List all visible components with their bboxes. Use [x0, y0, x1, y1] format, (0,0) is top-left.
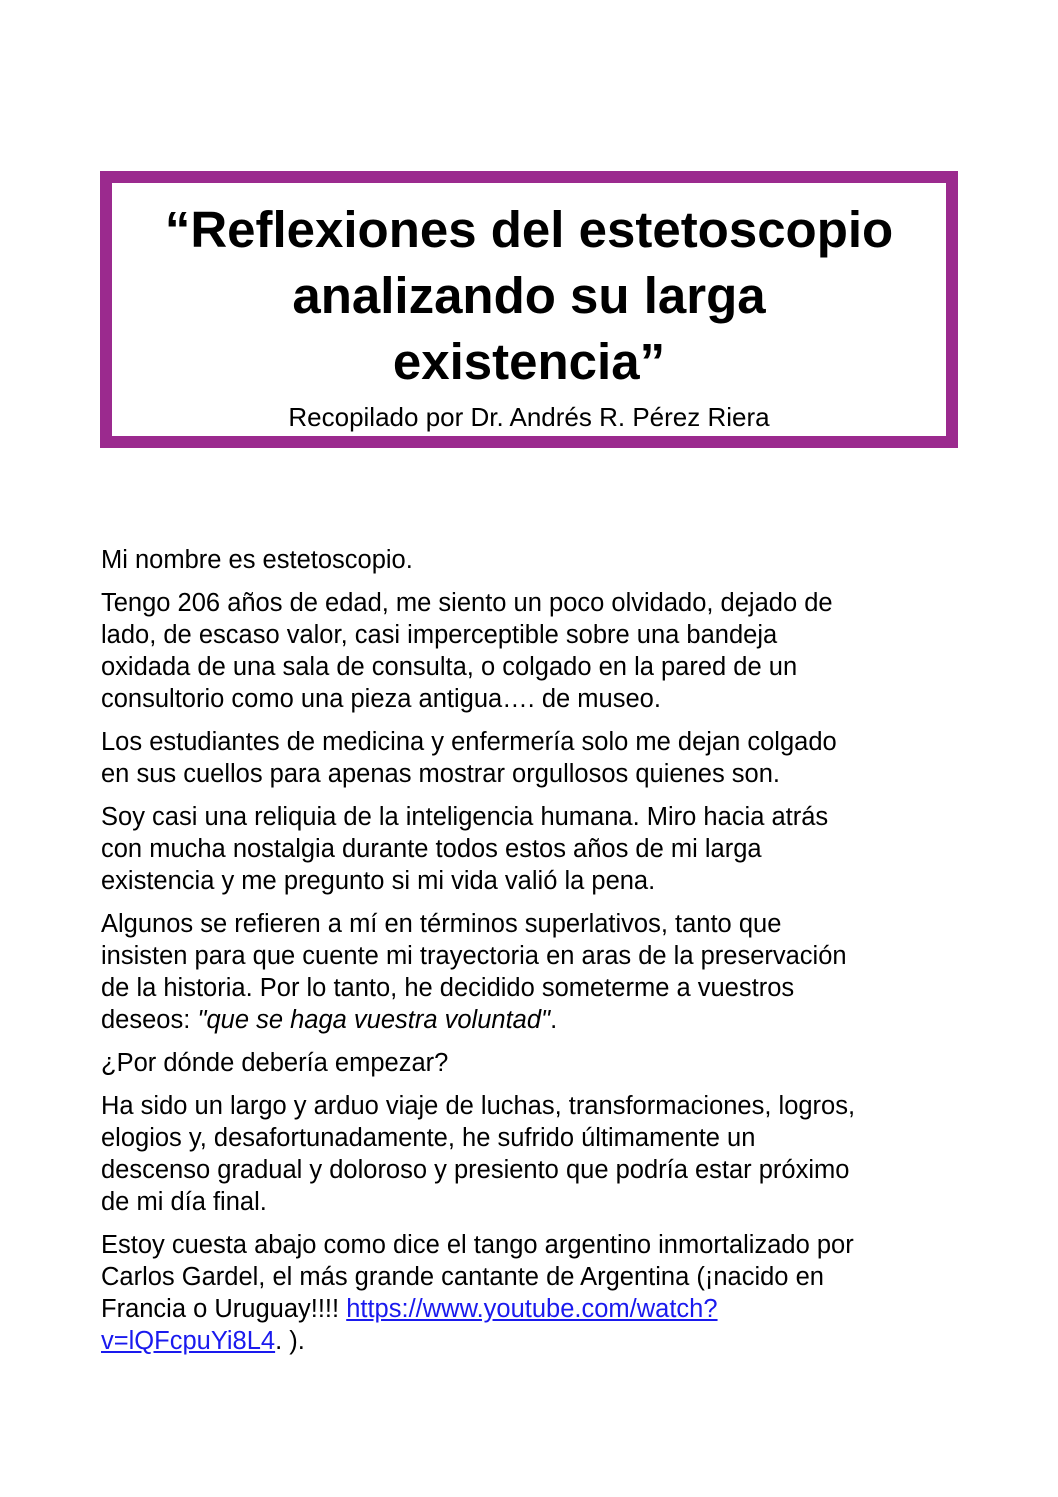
italic-quote: "que se haga vuestra voluntad" [197, 1006, 551, 1034]
title-line: existencia” [392, 333, 666, 390]
text-line [101, 1293, 961, 1325]
text-fragment: . [550, 1006, 558, 1034]
text-line: descenso gradual y doloroso y presiento que podría estar próximo [101, 1156, 850, 1184]
paragraph-6 [101, 1047, 961, 1079]
text-line: Algunos se refieren a mí en términos superlativos, tanto que [101, 910, 782, 938]
title-box [100, 171, 958, 448]
text-fragment: . ). [275, 1327, 305, 1355]
text-line: Mi nombre es estetoscopio. [101, 546, 413, 574]
text-line: Soy casi una reliquia de la inteligencia humana. Miro hacia atrás [101, 803, 829, 831]
text-line: lado, de escaso valor, casi imperceptible sobre una bandeja [101, 621, 778, 649]
text-fragment: Francia o Uruguay!!!! [101, 1295, 347, 1323]
paragraph-8 [101, 1229, 961, 1357]
text-line: Estoy cuesta abajo como dice el tango argentino inmortalizado por [101, 1231, 854, 1259]
document-subtitle: Recopilado por Dr. Andrés R. Pérez Riera [288, 402, 770, 432]
text-line: con mucha nostalgia durante todos estos años de mi larga [101, 835, 762, 863]
title-line: “Reflexiones del estetoscopio [164, 201, 894, 258]
text-line: oxidada de una sala de consulta, o colgado en la pared de un [101, 653, 798, 681]
text-line: consultorio como una pieza antigua…. de museo. [101, 685, 661, 713]
text-line: Carlos Gardel, el más grande cantante de Argentina (¡nacido en [101, 1263, 824, 1291]
text-line: Tengo 206 años de edad, me siento un poco olvidado, dejado de [101, 589, 833, 617]
text-line: elogios y, desafortunadamente, he sufrido últimamente un [101, 1124, 756, 1152]
text-line: ¿Por dónde debería empezar? [101, 1049, 449, 1077]
paragraph-7 [101, 1090, 961, 1218]
text-fragment: deseos: [101, 1006, 198, 1034]
text-line: de la historia. Por lo tanto, he decidido someterme a vuestros [101, 974, 795, 1002]
text-line: en sus cuellos para apenas mostrar orgullosos quienes son. [101, 760, 780, 788]
text-line: de mi día final. [101, 1188, 267, 1216]
paragraph-2 [101, 587, 961, 715]
text-line [101, 1325, 961, 1357]
paragraph-3 [101, 726, 961, 790]
youtube-link-part1[interactable]: https://www.youtube.com/watch? [346, 1295, 718, 1323]
paragraph-4 [101, 801, 961, 897]
text-line: existencia y me pregunto si mi vida valió la pena. [101, 867, 656, 895]
text-line: insisten para que cuente mi trayectoria en aras de la preservación [101, 942, 847, 970]
paragraph-1 [101, 544, 961, 576]
paragraph-5 [101, 908, 961, 1036]
document-title [112, 183, 946, 395]
text-line: Los estudiantes de medicina y enfermería solo me dejan colgado [101, 728, 837, 756]
youtube-link-part2[interactable]: v=lQFcpuYi8L4 [101, 1327, 276, 1355]
text-line [101, 1004, 961, 1036]
document-body [101, 544, 961, 1368]
title-line: analizando su larga [292, 267, 766, 324]
text-line: Ha sido un largo y arduo viaje de luchas, transformaciones, logros, [101, 1092, 856, 1120]
